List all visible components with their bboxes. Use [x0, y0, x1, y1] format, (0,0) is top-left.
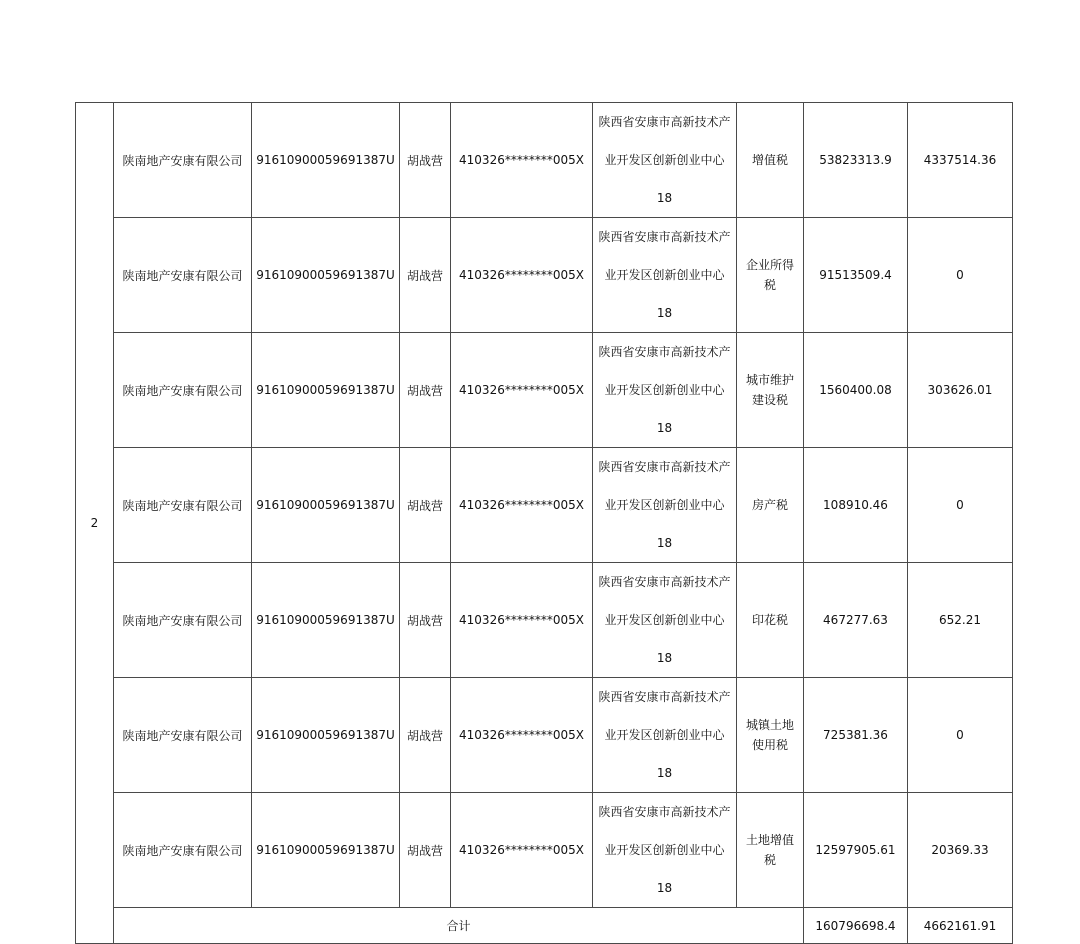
amount-a-cell: 467277.63 [804, 563, 908, 678]
address-line-2: 业开发区创新创业中心 18 [604, 613, 725, 665]
address-cell [593, 103, 737, 218]
tax-type-cell: 印花税 [737, 563, 804, 678]
id-number-cell: 410326********005X [451, 103, 593, 218]
table-row [76, 218, 1013, 333]
address-line-1: 陕西省安康市高新技术产 [598, 345, 731, 359]
table-row [76, 333, 1013, 448]
address-line-2: 业开发区创新创业中心 18 [604, 728, 725, 780]
amount-a-cell: 91513509.4 [804, 218, 908, 333]
total-label-cell: 合计 [114, 908, 804, 944]
id-number-cell: 410326********005X [451, 678, 593, 793]
company-name-cell: 陕南地产安康有限公司 [114, 333, 252, 448]
credit-code-cell: 91610900059691387U [252, 103, 400, 218]
address-cell [593, 793, 737, 908]
credit-code-cell: 91610900059691387U [252, 218, 400, 333]
amount-b-cell: 652.21 [908, 563, 1013, 678]
table-row [76, 448, 1013, 563]
address-cell [593, 563, 737, 678]
address-line-1: 陕西省安康市高新技术产 [598, 690, 731, 704]
table-body [76, 103, 1013, 944]
address-cell [593, 678, 737, 793]
address-line-2: 业开发区创新创业中心 18 [604, 498, 725, 550]
amount-b-cell: 0 [908, 218, 1013, 333]
address-cell [593, 333, 737, 448]
credit-code-cell: 91610900059691387U [252, 678, 400, 793]
table-row [76, 103, 1013, 218]
legal-person-cell: 胡战营 [400, 563, 451, 678]
credit-code-cell: 91610900059691387U [252, 563, 400, 678]
address-cell [593, 448, 737, 563]
legal-person-cell: 胡战营 [400, 103, 451, 218]
address-line-1: 陕西省安康市高新技术产 [598, 115, 731, 129]
id-number-cell: 410326********005X [451, 218, 593, 333]
amount-b-cell: 0 [908, 678, 1013, 793]
tax-type-cell: 企业所得税 [737, 218, 804, 333]
address-line-2: 业开发区创新创业中心 18 [604, 843, 725, 895]
tax-type-cell: 房产税 [737, 448, 804, 563]
credit-code-cell: 91610900059691387U [252, 448, 400, 563]
tax-type-cell: 城市维护建设税 [737, 333, 804, 448]
amount-a-cell: 53823313.9 [804, 103, 908, 218]
tax-type-cell: 城镇土地使用税 [737, 678, 804, 793]
legal-person-cell: 胡战营 [400, 793, 451, 908]
credit-code-cell: 91610900059691387U [252, 793, 400, 908]
table-row [76, 678, 1013, 793]
amount-a-cell: 12597905.61 [804, 793, 908, 908]
sequence-number-cell: 2 [76, 103, 114, 944]
address-line-1: 陕西省安康市高新技术产 [598, 575, 731, 589]
total-amount-b-cell: 4662161.91 [908, 908, 1013, 944]
id-number-cell: 410326********005X [451, 448, 593, 563]
address-line-2: 业开发区创新创业中心 18 [604, 268, 725, 320]
credit-code-cell: 91610900059691387U [252, 333, 400, 448]
amount-b-cell: 0 [908, 448, 1013, 563]
total-amount-a-cell: 160796698.4 [804, 908, 908, 944]
legal-person-cell: 胡战营 [400, 333, 451, 448]
amount-b-cell: 20369.33 [908, 793, 1013, 908]
legal-person-cell: 胡战营 [400, 678, 451, 793]
company-name-cell: 陕南地产安康有限公司 [114, 103, 252, 218]
legal-person-cell: 胡战营 [400, 448, 451, 563]
amount-b-cell: 4337514.36 [908, 103, 1013, 218]
amount-b-cell: 303626.01 [908, 333, 1013, 448]
company-name-cell: 陕南地产安康有限公司 [114, 218, 252, 333]
address-line-1: 陕西省安康市高新技术产 [598, 805, 731, 819]
address-cell [593, 218, 737, 333]
amount-a-cell: 1560400.08 [804, 333, 908, 448]
tax-type-cell: 土地增值税 [737, 793, 804, 908]
amount-a-cell: 725381.36 [804, 678, 908, 793]
id-number-cell: 410326********005X [451, 563, 593, 678]
id-number-cell: 410326********005X [451, 333, 593, 448]
address-line-2: 业开发区创新创业中心 18 [604, 153, 725, 205]
table-row [76, 563, 1013, 678]
total-row [76, 908, 1013, 944]
legal-person-cell: 胡战营 [400, 218, 451, 333]
company-name-cell: 陕南地产安康有限公司 [114, 678, 252, 793]
company-name-cell: 陕南地产安康有限公司 [114, 448, 252, 563]
tax-type-cell: 增值税 [737, 103, 804, 218]
address-line-1: 陕西省安康市高新技术产 [598, 230, 731, 244]
company-name-cell: 陕南地产安康有限公司 [114, 793, 252, 908]
amount-a-cell: 108910.46 [804, 448, 908, 563]
table-row [76, 793, 1013, 908]
tax-arrears-table [75, 102, 1013, 944]
address-line-2: 业开发区创新创业中心 18 [604, 383, 725, 435]
id-number-cell: 410326********005X [451, 793, 593, 908]
company-name-cell: 陕南地产安康有限公司 [114, 563, 252, 678]
address-line-1: 陕西省安康市高新技术产 [598, 460, 731, 474]
